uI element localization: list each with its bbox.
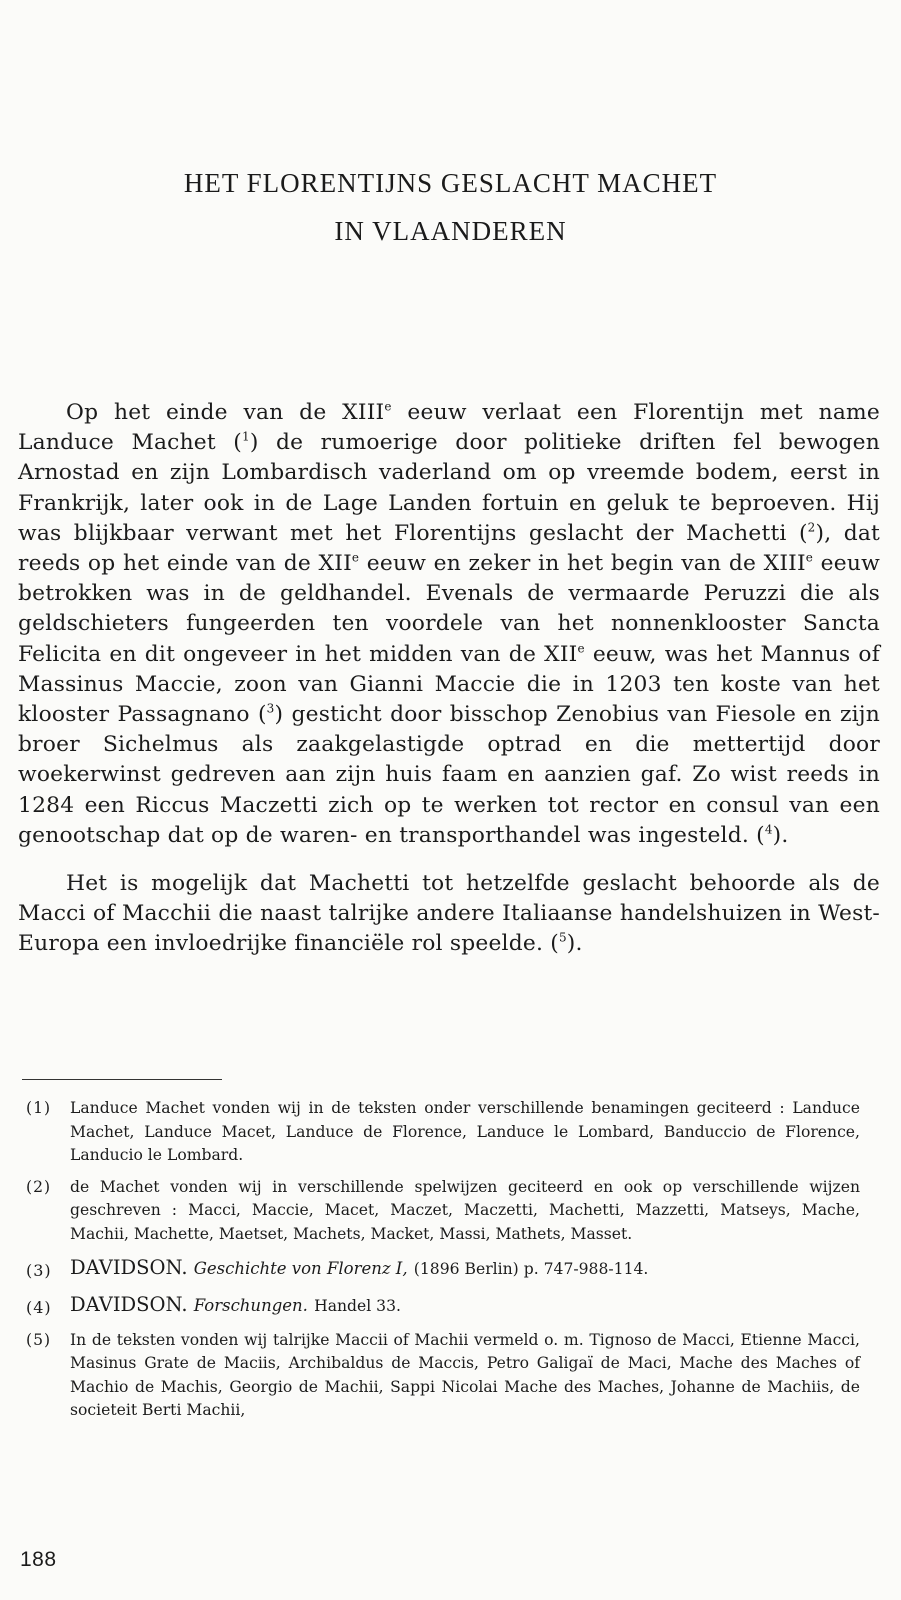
paragraph-1: Op het einde van de XIIIe eeuw verlaat een Florentijn met name Landuce Machet ($^1$) de rumoerige door politieke driften fel bewogen Arnostad en zijn Lombardisch vaderland om op vreemde bodem, eerst in Frankrijk, later ook in de Lage Landen fortuin en geluk te beproeven. Hij was blijkbaar verwant met het Florentijns geslacht der Machetti ($^2$), dat reeds op het einde van de XIIe eeuw en zeker in het begin van de XIIIe eeuw betrokken was in de geldhandel. Evenals de vermaarde Peruzzi die als geldschieters fungeerden ten voordele van het nonnenklooster Sancta Felicita en dit ongeveer in het midden van de XIIe eeuw, was het Mannus of Massinus Maccie, zoon van Gianni Maccie die in 1203 ten koste van het klooster Passagnano ($^3$) gesticht door bisschop Zenobius van Fiesole en zijn broer Sichelmus als zaakgelastigde optrad en die mettertijd door woekerwinst gedreven aan zijn huis faam en aanzien gaf. Zo wist reeds in 1284 een Riccus Maczetti zich op te werken tot rector en consul van een genootschap dat op de waren- en transporthandel was ingesteld. ($^4$). <box>18 399 881 848</box>
footnote-text: In de teksten vonden wij talrijke Maccii of Machii vermeld o. m. Tignoso de Macci, Etienne Macci, Masinus Grate de Maciis, Archibaldus de Maccis, Petro Galigaï de Maci, Mache des Maches of Machio de Machis, Georgio de Machii, Sappi Nicolai Mache des Maches, Johanne de Machiis, de societeit Berti Machii, <box>70 1330 860 1420</box>
footnote-number: (4) <box>26 1297 52 1317</box>
footnote-work: Geschichte von Florenz I, <box>193 1258 408 1278</box>
title-line-2: IN VLAANDEREN <box>334 216 567 246</box>
footnote-tail: (1896 Berlin) p. 747-988-114. <box>413 1259 649 1278</box>
footnote-text: Landuce Machet vonden wij in de teksten onder verschillende benamingen geciteerd : Landuce Machet, Landuce Macet, Landuce de Florence, Landuce le Lombard, Banduccio de Florence, Landucio le Lombard. <box>70 1099 860 1165</box>
page-number: 188 <box>20 1548 57 1571</box>
footnotes <box>26 1097 860 1431</box>
footnote-tail: Handel 33. <box>314 1296 401 1315</box>
footnote-4 <box>26 1292 860 1321</box>
footnote-ref-3: 3 <box>266 701 275 716</box>
superscript-e: e <box>384 399 392 414</box>
title-line-1: HET FLORENTIJNS GESLACHT MACHET <box>183 168 718 198</box>
footnote-ref-4: 4 <box>764 822 773 837</box>
footnote-ref-2: 2 <box>807 520 816 535</box>
footnote-ref-1: 1 <box>242 429 250 444</box>
body-text <box>18 398 880 960</box>
footnote-2 <box>26 1176 860 1247</box>
footnote-author: DAVIDSON. <box>70 1292 188 1316</box>
footnote-number: (2) <box>26 1177 52 1196</box>
footnote-ref-5: 5 <box>558 931 567 946</box>
paragraph-2: Het is mogelijk dat Machetti tot hetzelfde geslacht behoorde als de Macci of Macchii die naast talrijke andere Italiaanse handelshuizen in West-Europa een invloedrijke financiële rol speelde. ($^5$). <box>18 871 880 957</box>
superscript-e: e <box>805 550 814 565</box>
footnote-number: (1) <box>26 1099 52 1117</box>
footnote-number: (5) <box>26 1330 52 1349</box>
footnote-1 <box>26 1097 860 1168</box>
superscript-e: e <box>577 641 585 656</box>
superscript-e: e <box>351 550 360 565</box>
footnote-5 <box>26 1329 860 1423</box>
footnote-text: de Machet vonden wij in verschillende spelwijzen geciteerd en ook op verschillende wijzen geschreven : Macci, Maccie, Macet, Maczet, Maczetti, Machetti, Mazzetti, Matseys, Mache, Machii, Machette, Maetset, Machets, Macket, Massi, Mathets, Masset. <box>70 1177 860 1243</box>
footnote-author: DAVIDSON. <box>70 1255 188 1279</box>
footnote-3 <box>26 1255 860 1284</box>
footnote-number: (3) <box>26 1260 52 1280</box>
footnote-separator <box>22 1079 222 1080</box>
footnote-work: Forschungen. <box>193 1295 308 1315</box>
